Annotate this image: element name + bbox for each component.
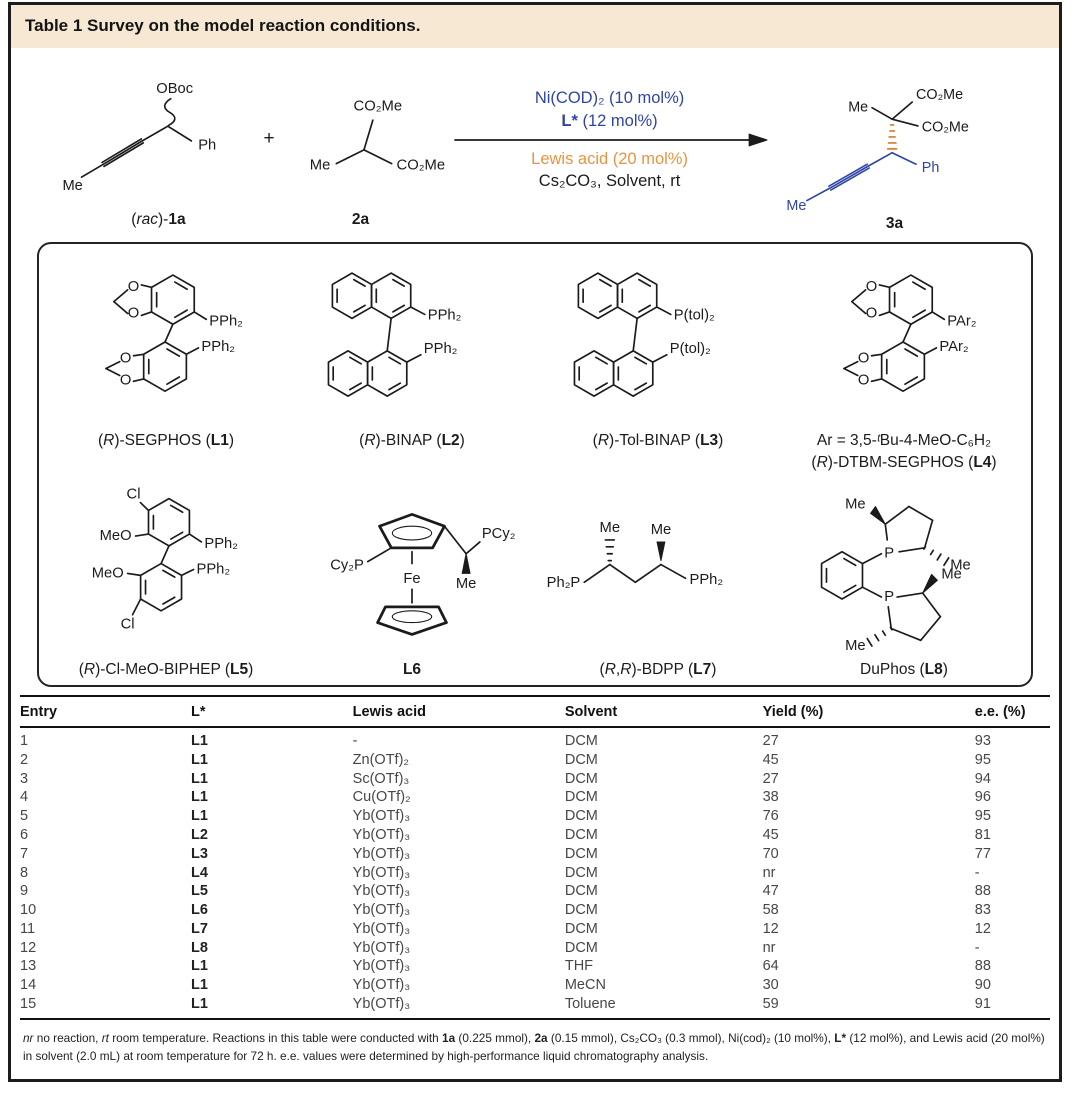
table-cell: Yb(OTf)₃ — [352, 902, 411, 919]
table-cell: 88 — [974, 958, 991, 975]
table-cell: 11 — [20, 920, 36, 937]
table-footnote: nr no reaction, rt room temperature. Reactions in this table were conducted with 1a (0.225 mmol), 2a (0.15 mmol), Cs₂CO₃ (0.3 mmol), Ni(cod)₂ (10 mol%), L* (12 mol%), and Lewis acid (20 mol%) in solvent (2.0 mL) at room temperature for 72 h. e.e. values were determined by high-performance liquid chromatography analysis. — [23, 1031, 1045, 1064]
o-atom: O — [857, 350, 870, 367]
phosphine-label: PAr₂ — [939, 338, 969, 355]
product-3a-caption: 3a — [885, 214, 904, 232]
product-3a — [775, 56, 1015, 233]
table-row — [20, 957, 1050, 976]
ligand-l5 — [43, 477, 289, 681]
ligand-l2 — [289, 252, 535, 473]
condition-line-4: Cs₂CO₃, Solvent, rt — [538, 172, 681, 191]
ligand-l6-caption: L6 — [402, 661, 422, 679]
ligand-l8 — [781, 477, 1027, 681]
ligand-l8-caption: DuPhos (L8) — [860, 661, 948, 679]
table-cell: DCM — [564, 845, 598, 862]
table-row — [20, 882, 1050, 901]
table-cell: 8 — [20, 864, 29, 881]
reaction-conditions — [451, 87, 769, 192]
table-cell: L4 — [190, 864, 208, 881]
phosphine-label: PPh₂ — [204, 536, 238, 553]
phosphine-label: PPh₂ — [209, 313, 243, 330]
ligand-l8-structure — [781, 477, 1027, 659]
ligand-l4-structure — [781, 252, 1027, 430]
table-cell: DCM — [564, 808, 598, 825]
ligand-l1 — [43, 252, 289, 473]
table-row — [20, 769, 1050, 788]
ph-label: Ph — [198, 137, 217, 154]
header-row — [20, 696, 1050, 727]
table-cell: Yb(OTf)₃ — [352, 845, 411, 862]
table-row — [20, 938, 1050, 957]
table-cell: Yb(OTf)₃ — [352, 958, 411, 975]
reactant-1a-structure — [55, 60, 261, 210]
table-row — [20, 901, 1050, 920]
table-cell: 5 — [20, 808, 29, 825]
table-cell: L1 — [190, 770, 208, 787]
table-cell: Yb(OTf)₃ — [352, 826, 411, 843]
table-cell: DCM — [564, 770, 598, 787]
ester-top-label: CO₂Me — [915, 86, 963, 103]
phosphine-label: PAr₂ — [947, 313, 977, 330]
table-cell: 13 — [20, 958, 37, 975]
table-cell: Yb(OTf)₃ — [352, 939, 411, 956]
table-cell: 2 — [20, 751, 29, 768]
reactant-2a-structure — [277, 60, 445, 210]
results-table — [20, 695, 1050, 1020]
stereo-hash-bond — [867, 628, 892, 647]
plus-sign: + — [263, 128, 275, 149]
reaction-arrow — [451, 132, 769, 148]
table-cell: Sc(OTf)₃ — [352, 770, 410, 787]
table-row — [20, 919, 1050, 938]
table-cell: L1 — [190, 808, 208, 825]
oboc-label: OBoc — [156, 80, 194, 97]
table-cell: DCM — [564, 883, 598, 900]
table-cell: Yb(OTf)₃ — [353, 995, 565, 1019]
phosphine-label: P(tol)₂ — [673, 307, 715, 324]
table-cell: Yb(OTf)₃ — [352, 977, 411, 994]
ester-right-label: CO₂Me — [921, 119, 969, 136]
table-cell: 95 — [974, 808, 991, 825]
table-cell: 59 — [763, 995, 975, 1019]
o-atom: O — [119, 372, 132, 389]
table-cell: DCM — [564, 789, 598, 806]
ester-right-label: CO₂Me — [396, 157, 445, 174]
table-cell: - — [974, 864, 980, 881]
column-header: Solvent — [565, 696, 763, 727]
me-label: Me — [950, 557, 971, 574]
table-cell: 64 — [762, 958, 779, 975]
table-cell: 88 — [974, 883, 991, 900]
table-cell: Toluene — [565, 995, 763, 1019]
reactant-1a — [55, 60, 261, 229]
column-header: L* — [191, 696, 353, 727]
table-cell: L1 — [190, 733, 208, 750]
table-cell: L1 — [190, 751, 208, 768]
table-cell: 30 — [762, 977, 779, 994]
table-title: Table 1 Survey on the model reaction conditions. — [11, 5, 1059, 48]
product-blue-fragment — [806, 152, 915, 200]
reactant-2a — [277, 60, 445, 229]
column-header: Lewis acid — [353, 696, 565, 727]
table-cell: nr — [762, 864, 776, 881]
table-cell: 12 — [762, 920, 779, 937]
phosphine-label: PPh₂ — [423, 340, 458, 357]
ligand-l7-caption: (R,R)-BDPP (L7) — [599, 661, 717, 679]
ligand-l6-structure — [289, 477, 535, 659]
table-cell: 90 — [974, 977, 991, 994]
table-cell: L5 — [190, 883, 208, 900]
o-atom: O — [127, 278, 140, 295]
table-cell: L1 — [190, 789, 208, 806]
table-cell: L7 — [190, 920, 208, 937]
table-row — [20, 863, 1050, 882]
table-cell: DCM — [564, 826, 598, 843]
phosphine-label: Cy₂P — [330, 557, 364, 574]
table-cell: L8 — [190, 939, 208, 956]
me-bottom-label: Me — [785, 197, 806, 214]
table-row — [20, 844, 1050, 863]
table-cell: DCM — [564, 733, 598, 750]
table-figure — [8, 2, 1062, 1082]
table-row — [20, 976, 1050, 995]
table-row — [20, 826, 1050, 845]
table-cell: 7 — [20, 845, 29, 862]
cp-ring-top — [380, 515, 445, 548]
cl-label: Cl — [120, 616, 135, 633]
o-atom: O — [119, 350, 132, 367]
table-cell: L3 — [190, 845, 208, 862]
phosphine-label: PCy₂ — [481, 526, 516, 543]
column-header: Yield (%) — [763, 696, 975, 727]
ligand-l5-caption: (R)-Cl-MeO-BIPHEP (L5) — [78, 661, 254, 679]
p-atom: P — [884, 546, 895, 563]
product-3a-structure — [775, 56, 1015, 214]
o-atom: O — [127, 305, 140, 322]
table-cell: 91 — [975, 995, 1050, 1019]
reactant-1a-caption: (rac)-1a — [131, 210, 186, 228]
ligand-l1-structure — [43, 252, 289, 430]
ligand-l4-caption: (R)-DTBM-SEGPHOS (L4) — [811, 453, 997, 471]
table-cell: Yb(OTf)₃ — [352, 808, 411, 825]
ph-label: Ph — [921, 159, 939, 176]
table-cell: 12 — [974, 920, 991, 937]
phosphine-label: Ph₂P — [546, 575, 581, 592]
table-cell: 96 — [974, 789, 991, 806]
table-row — [20, 750, 1050, 769]
table-cell: DCM — [564, 920, 598, 937]
table-cell: 4 — [20, 789, 29, 806]
table-cell: 95 — [974, 751, 991, 768]
ligand-l2-structure — [289, 252, 535, 430]
o-atom: O — [857, 372, 870, 389]
column-header: Entry — [20, 696, 191, 727]
table-cell: 70 — [762, 845, 779, 862]
results-table-head — [20, 696, 1050, 727]
table-cell: 83 — [974, 902, 991, 919]
table-cell: 81 — [974, 826, 991, 843]
table-cell: DCM — [564, 864, 598, 881]
phosphine-label: PPh₂ — [689, 572, 724, 589]
table-cell: L2 — [190, 826, 208, 843]
condition-line-1: Ni(COD)₂ (10 mol%) — [534, 89, 685, 108]
table-cell: 93 — [974, 733, 991, 750]
ligand-l1-caption: (R)-SEGPHOS (L1) — [97, 432, 235, 449]
table-cell: 47 — [762, 883, 779, 900]
ligand-l3-structure — [535, 252, 781, 430]
phosphine-label: PPh₂ — [201, 338, 236, 355]
table-cell: Yb(OTf)₃ — [352, 883, 411, 900]
table-cell: Cu(OTf)₂ — [352, 789, 411, 806]
condition-line-2: L* (12 mol%) — [561, 111, 658, 130]
table-cell: DCM — [564, 751, 598, 768]
table-row — [20, 788, 1050, 807]
table-cell: 76 — [762, 808, 779, 825]
column-header: e.e. (%) — [975, 696, 1050, 727]
o-atom: O — [865, 278, 878, 295]
stereo-hash-bond — [605, 540, 614, 561]
table-cell: 9 — [20, 883, 29, 900]
table-cell: 15 — [20, 995, 191, 1019]
me-label: Me — [941, 566, 962, 583]
table-cell: 1 — [20, 733, 29, 750]
o-atom: O — [865, 305, 878, 322]
table-cell: 77 — [974, 845, 991, 862]
ligand-l3-caption: (R)-Tol-BINAP (L3) — [592, 432, 724, 449]
phosphine-label: P(tol)₂ — [669, 340, 711, 357]
table-cell: 94 — [974, 770, 991, 787]
me-top-label: Me — [847, 99, 868, 116]
me-label: Me — [62, 177, 84, 194]
table-cell: L6 — [190, 902, 208, 919]
table-cell: - — [974, 939, 980, 956]
table-cell: Yb(OTf)₃ — [352, 864, 411, 881]
ligand-l2-caption: (R)-BINAP (L2) — [359, 432, 465, 449]
ligand-l7-structure — [535, 477, 781, 659]
table-cell: 3 — [20, 770, 29, 787]
ligand-l7 — [535, 477, 781, 681]
table-cell: DCM — [564, 939, 598, 956]
table-cell: THF — [564, 958, 594, 975]
table-cell: DCM — [564, 902, 598, 919]
ligand-l4 — [781, 252, 1027, 473]
reactant-2a-caption: 2a — [351, 210, 370, 228]
me-label: Me — [845, 638, 866, 655]
table-cell: Yb(OTf)₃ — [352, 920, 411, 937]
ligand-l5-structure — [43, 477, 289, 659]
table-cell: Zn(OTf)₂ — [352, 751, 410, 768]
me-label: Me — [599, 520, 621, 537]
table-row — [20, 807, 1050, 826]
meo-label: MeO — [99, 528, 132, 545]
table-cell: 6 — [20, 826, 29, 843]
fe-label: Fe — [403, 571, 421, 588]
stereo-hash-bond — [924, 547, 949, 566]
me-label: Me — [650, 522, 672, 539]
stereo-hash-bond — [887, 124, 896, 148]
table-cell: L1 — [191, 995, 353, 1019]
table-cell: 14 — [20, 977, 37, 994]
phosphine-label: PPh₂ — [427, 307, 462, 324]
table-cell: 45 — [762, 826, 779, 843]
table-cell: 10 — [20, 902, 37, 919]
ligand-l4-ar-definition: Ar = 3,5-ᵗBu-4-MeO-C₆H₂ — [816, 432, 992, 449]
table-cell: L1 — [190, 977, 208, 994]
meo-label: MeO — [91, 565, 124, 582]
ligand-panel — [37, 242, 1033, 687]
table-cell: MeCN — [564, 977, 606, 994]
me-label: Me — [309, 157, 330, 174]
table-cell: 45 — [762, 751, 779, 768]
me-label: Me — [455, 576, 477, 593]
phosphine-label: PPh₂ — [196, 561, 231, 578]
ligand-l3 — [535, 252, 781, 473]
table-cell: 27 — [762, 733, 779, 750]
ligand-l6 — [289, 477, 535, 681]
table-cell: - — [352, 733, 358, 750]
table-row — [20, 727, 1050, 750]
table-cell: 38 — [762, 789, 779, 806]
table-cell: 58 — [762, 902, 779, 919]
ester-top-label: CO₂Me — [353, 97, 402, 114]
results-table-body — [20, 727, 1050, 1019]
table-cell: L1 — [190, 958, 208, 975]
me-label: Me — [845, 496, 866, 513]
condition-line-3: Lewis acid (20 mol%) — [531, 150, 688, 168]
table-cell: 12 — [20, 939, 37, 956]
table-cell: nr — [762, 939, 776, 956]
table-row — [20, 995, 1050, 1019]
table-cell: 27 — [762, 770, 779, 787]
p-atom: P — [884, 589, 895, 606]
reaction-scheme — [11, 48, 1059, 240]
cl-label: Cl — [126, 487, 141, 504]
wavy-bond — [165, 98, 175, 124]
